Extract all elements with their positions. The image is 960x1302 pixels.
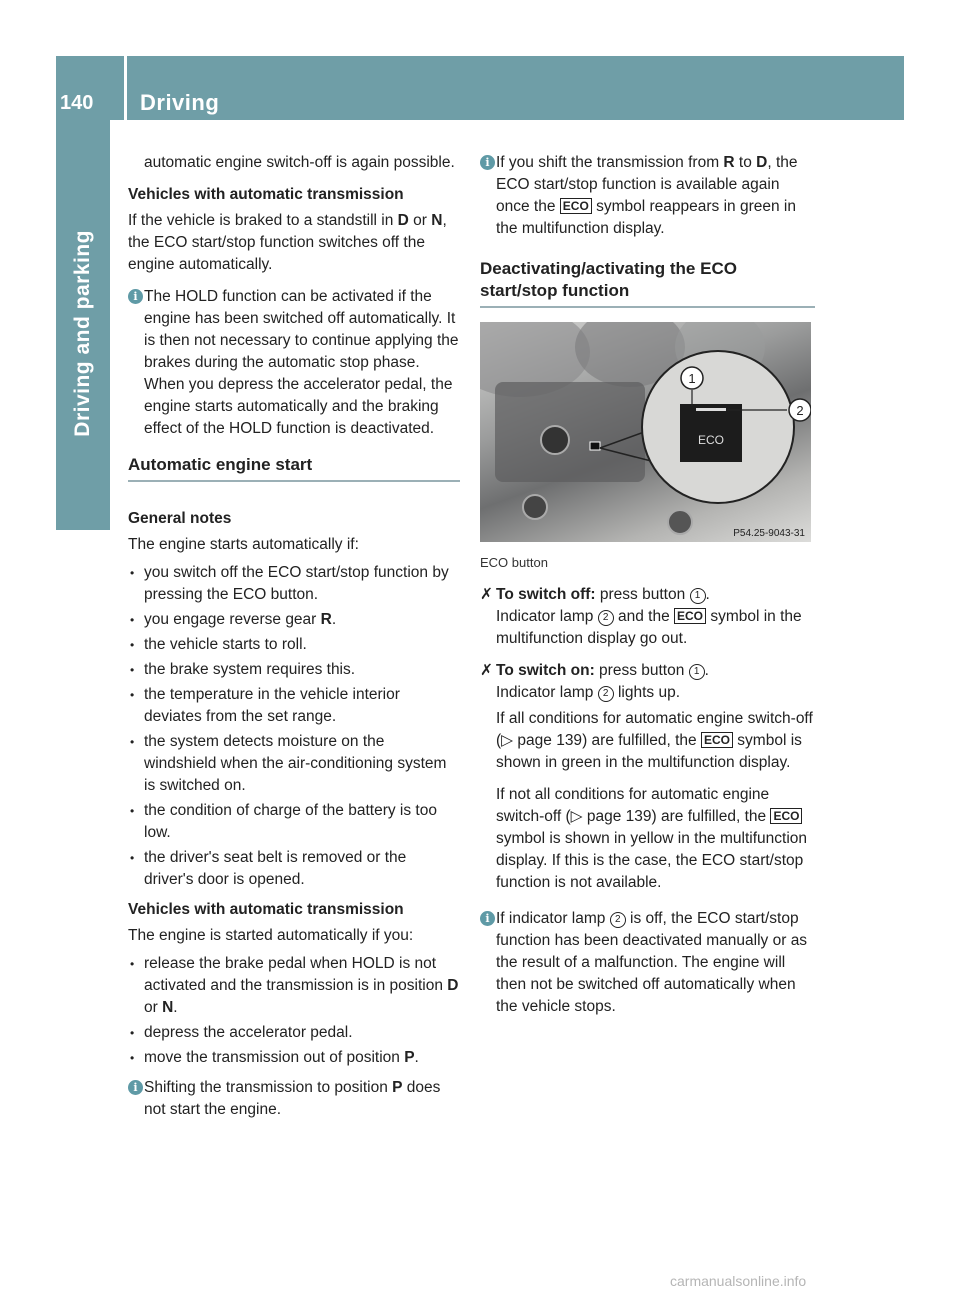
step-arrow-icon: ✗ — [480, 662, 493, 679]
step-switch-on: ✗ To switch on: press button 1 . Indicator lamp 2 lights up. — [480, 662, 709, 701]
circle-2-icon: 2 — [598, 610, 614, 626]
page-ref-arrow-icon: ▷ — [501, 732, 514, 749]
eco-symbol-icon: ECO — [701, 732, 733, 748]
side-tab-label-wrap — [56, 120, 110, 530]
right-column — [480, 152, 815, 1030]
page-ref-arrow-icon: ▷ — [570, 808, 583, 825]
list-item: • the system detects moisture on the windshield when the air-conditioning system is switched on. — [128, 731, 460, 797]
list-item: • the driver's seat belt is removed or the driver's door is opened. — [128, 847, 460, 891]
circle-2-icon: 2 — [610, 912, 626, 928]
info-shift-r-d: i If you shift the transmission from R to D, the ECO start/stop function is available again once the ECO symbol reappears in green in the multifunction display. — [480, 152, 815, 240]
heading-auto-trans-1: Vehicles with automatic transmission — [128, 186, 404, 203]
info-icon: i — [128, 289, 143, 304]
info-hold: i The HOLD function can be activated if the engine has been switched off automatically. It is then not necessary to continue applying the brakes during the automatic stop phase. When you depress the accelerator pedal, the engine starts automatically and the braking effect of the HOLD function is deactivated. — [128, 286, 460, 440]
photo-caption: ECO button — [480, 555, 548, 570]
list-item: • move the transmission out of position P. — [128, 1047, 460, 1069]
list-item: • the condition of charge of the battery is too low. — [128, 800, 460, 844]
bullet-list-auto-trans — [128, 953, 460, 1069]
para-conditions-fulfilled: If all conditions for automatic engine switch-off (▷ page 139) are fulfilled, the ECO symbol is shown in green in the multifunction display. — [496, 710, 813, 771]
callout-1: 1 — [688, 371, 696, 386]
eco-button-label: ECO — [697, 433, 725, 447]
list-item: • you switch off the ECO start/stop function by pressing the ECO button. — [128, 562, 460, 606]
list-item: • the vehicle starts to roll. — [128, 634, 460, 656]
page-number: 140 — [60, 92, 94, 114]
para-auto-trans-2: The engine is started automatically if you: — [128, 927, 414, 944]
info-icon: i — [128, 1080, 143, 1095]
eco-symbol-icon: ECO — [674, 608, 706, 624]
page-ref-link[interactable]: page 139 — [586, 808, 652, 825]
circle-2-icon: 2 — [598, 686, 614, 702]
heading-auto-trans-2: Vehicles with automatic transmission — [128, 901, 404, 918]
header-divider — [124, 56, 127, 120]
list-item: • depress the accelerator pedal. — [128, 1022, 460, 1044]
info-shift: i Shifting the transmission to position P does not start the engine. — [128, 1077, 460, 1121]
side-tab-label: Driving and parking — [71, 230, 94, 437]
list-item: • release the brake pedal when HOLD is not activated and the transmission is in position D or N. — [128, 953, 460, 1019]
eco-button-photo — [480, 322, 811, 542]
heading-general: General notes — [128, 510, 232, 527]
callout-2: 2 — [796, 403, 804, 418]
heading-deactivate: Deactivating/activating the ECO start/stop function — [480, 258, 815, 308]
page-ref-link[interactable]: page 139 — [517, 732, 583, 749]
circle-1-icon: 1 — [690, 588, 706, 604]
para-general: The engine starts automatically if: — [128, 536, 359, 553]
section-title: Driving — [140, 90, 220, 115]
eco-symbol-icon: ECO — [770, 808, 802, 824]
heading-auto-start: Automatic engine start — [128, 454, 460, 482]
step-switch-off: ✗ To switch off: press button 1 . Indicator lamp 2 and the ECO symbol in the multifunction display go out. — [480, 586, 802, 647]
info-icon: i — [480, 155, 495, 170]
dashboard-illustration — [480, 322, 811, 542]
circle-1-icon: 1 — [689, 664, 705, 680]
info-icon: i — [480, 911, 495, 926]
step-arrow-icon: ✗ — [480, 586, 493, 603]
para-auto-trans-1: If the vehicle is braked to a standstill in D or N, the ECO start/stop function switches off the engine automatically. — [128, 212, 447, 273]
watermark: carmanualsonline.info — [670, 1273, 807, 1289]
photo-ref-code: P54.25-9043-31 — [733, 528, 805, 539]
para-conditions-not-fulfilled: If not all conditions for automatic engine switch-off (▷ page 139) are fulfilled, the ECO symbol is shown in yellow in the multifunction display. If this is the case, the ECO start/stop function is not available. — [496, 786, 807, 891]
list-item: • you engage reverse gear R. — [128, 609, 460, 631]
info-indicator-lamp: i If indicator lamp 2 is off, the ECO start/stop function has been deactivated manually or as the result of a malfunction. The engine will then not be switched off automatically when the vehicle stops. — [480, 908, 815, 1018]
eco-symbol-icon: ECO — [560, 198, 592, 214]
left-column — [128, 152, 460, 1133]
list-item: • the brake system requires this. — [128, 659, 460, 681]
list-item: • the temperature in the vehicle interior deviates from the set range. — [128, 684, 460, 728]
bullet-list-general — [128, 562, 460, 891]
continued-text: automatic engine switch-off is again possible. — [144, 154, 455, 171]
